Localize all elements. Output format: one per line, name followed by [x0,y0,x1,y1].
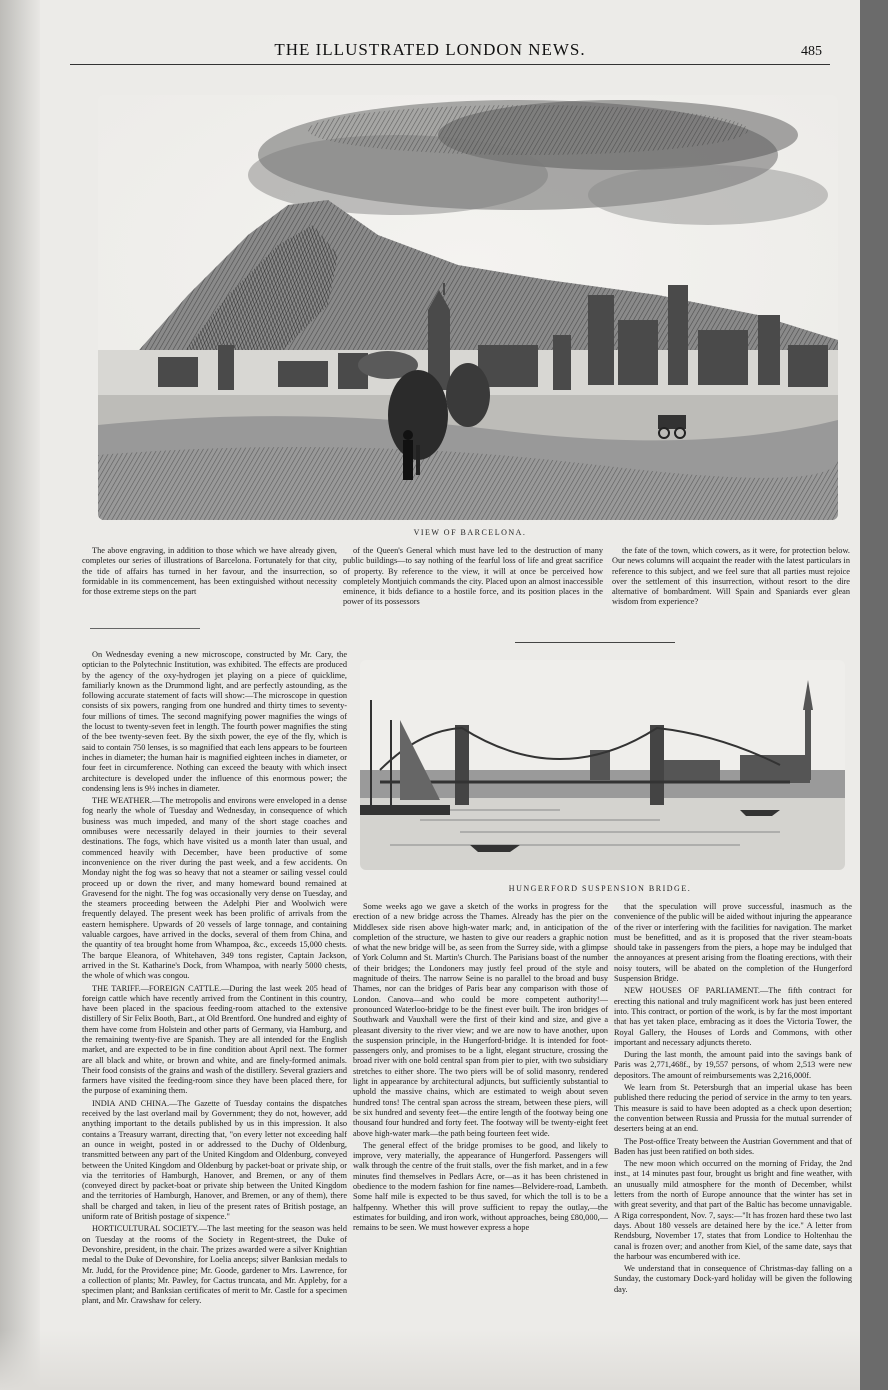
paragraph-st-petersburgh: We learn from St. Petersburgh that an imperial ukase has been published there reducing the period of service in the army to ten years. This measure is said to have been adopted as a check upon desertion; the convention between Russia and Prussia for the mutual surrender of deserters being at an end. [614,1083,852,1134]
hungerford-engraving [360,660,845,870]
masthead-title: THE ILLUSTRATED LONDON NEWS. [274,40,586,59]
column-divider [90,628,200,629]
paragraph-parliament: NEW HOUSES OF PARLIAMENT.—The fifth contract for erecting this national and truly magnificent work has just been entered into. This contract, or portion of the work, is by far the most important that has yet taken place, embracing as it does the Victoria Tower, the Royal Gallery, the Houses of Lords and Commons, with other important and necessary adjuncts thereto. [614,986,852,1047]
left-column [82,650,347,1320]
barcelona-engraving [98,95,838,520]
paragraph-tariff: THE TARIFF.—FOREIGN CATTLE.—During the last week 205 head of foreign cattle which have recently arrived from the Continent in this country, have been placed in the spacious feeding-room attached to the extensive distillery of Sir Felix Booth, Bart., at Old Brentford. One hundred and eighty of them have come from Holstein and other parts of Germany, via Hamburg, and the remaining twenty-five are Spanish. They are all intended for the English market, and are expected to be in fine condition about April next. The former are all black and white, or brown and white, and are finely-formed animals. Their food consists of the grains and wash of the distillery. Several graziers and farmers have visited the feeding-room since they have been placed there, for the purpose of examining them. [82,983,347,1096]
paragraph-post-office: The Post-office Treaty between the Austrian Government and that of Baden has just been ratified on both sides. [614,1136,852,1156]
barcelona-illustration [98,95,838,520]
paragraph-bridge: Some weeks ago we gave a sketch of the works in progress for the erection of a new bridge across the Thames. Already has the pier on the Middlesex side risen above high-water mark; and, in anticipation of the completion of the structure, we hasten to give our readers a graphic notion of what the new bridge will be, as seen from the Surrey side, with a glimpse of York Column and St. Martin's Church. The Parisians boast of the number of their bridges; the Londoners may justly feel proud of the style and magnitude of theirs. The narrow Seine is no parallel to the broad and busy Thames, nor can the bridges of Paris bear any comparison with those of London. Canova—and who could be more competent authority!—pronounced Waterloo-bridge to be the finest ever built. The iron bridges of Southwark and Vauxhall were the first of their kind and size, and give a pleasant diversity to the river view; and we are now to have another, upon the suspension principle, in the Hungerford-bridge. It is intended for foot-passengers only, and promises to be a light, elegant structure, crossing the broad river with one bold central span from pier to pier, with two subsidiary stretches to either shore. The two piers will be of solid masonry, rendered light in appearance by architectural adjuncts, but sufficiently substantial to uphold the massive chains, which are estimated to weigh about seven hundred tons! The central span across the stream, between these piers, will be six hundred and seventy feet—the entire length of the footway being one thousand four hundred and forty feet. The footway will be twenty-eight feet above high-water mark—the path being fourteen feet wide. [353,902,608,1138]
bottom-margin [0,1330,860,1390]
page-edge [0,0,40,1390]
paragraph-christmas: We understand that in consequence of Christmas-day falling on a Sunday, the customary Dock-yard holiday will be given the following day. [614,1264,852,1294]
paragraph-new-moon: The new moon which occurred on the morning of Friday, the 2nd inst., at 14 minutes past four, brought us bright and fine weather, with an unusually mild atmosphere for the month of December, whilst letters from the north of Europe announce that the winter has set in with great severity, and that part of the Baltic has become unnavigable. A Riga correspondent, Nov. 7, says:—"It has frozen hard these two last days. About 180 vessels are detained here by the ice." A letter from Rendsburg, November 17, states that from Londice to Holtenhau the canal is frozen over; and another from Kiel, of the same date, says that the harbour was encumbered with ice. [614,1159,852,1261]
barcelona-text-col1 [82,546,337,618]
middle-column [353,902,608,1322]
paragraph-bridge-effect: The general effect of the bridge promises to be good, and likely to improve, very materially, the appearance of Hungerford. Passengers will walk through the centre of the fruit stalls, over the fish market, and in a few minutes find themselves in Pedlars Acre, or—as it has been christened in obedience to the modern fashion for fine names—Belvidere-road, Lambeth. Some half mile is expected to be thus saved, for which the toll is to be a halfpenny. Whether this will prove sufficient to repay the outlay,—the estimates for building, and iron work, without approaches, being £80,000,—remains to be seen. We must however express a hope [353,1140,608,1233]
paragraph-savings-bank: During the last month, the amount paid into the savings bank of Paris was 2,771,468f., by 19,557 persons, of whom 2,513 were new depositors. The amount of reimbursements was 2,216,000f. [614,1050,852,1080]
right-column [614,902,852,1322]
paragraph: the fate of the town, which cowers, as it were, for protection below. Our news columns will acquaint the reader with the latest particulars in reference to this subject, and we feel sure that all parties must rejoice over the settlement of this insurrection, without resort to the dire alternative of bombardment. Will Spain and Spaniards ever glean wisdom from experience? [612,546,850,607]
barcelona-caption: VIEW OF BARCELONA. [413,528,527,537]
header-rule [70,64,830,65]
paragraph: The above engraving, in addition to those which we have already given, completes our series of illustrations of Barcelona. Fortunately for that city, the tide of affairs has turned in her favour, and the insurrection, so formidable in its commencement, has been extinguished without necessity for those extreme steps on the part [82,546,337,597]
section-divider [515,642,675,643]
barcelona-text-col3 [612,546,850,618]
paragraph-weather: THE WEATHER.—The metropolis and environs were enveloped in a dense fog nearly the whole of Tuesday and Wednesday, in consequence of which business was much impeded, and many of the short stage coaches and omnibuses were necessarily delayed in their journies to their several destinations. The fogs, which have visited us a month later than usual, and commenced heavily with December, have been productive of some inconvenience on the river during the past week, and a few accidents. On Monday night the fog was so heavy that not a steamer or sailing vessel could proceed up or down the river, and many homeward bound remained at Gravesend for the night. The fog was occasionally very dense on Tuesday, and the steamers proceeding between the Adelphi Pier and Woolwich were frequently delayed. The present week has been prolific of arrivals from the eastern hemisphere. Upwards of 20 vessels of large tonnage, and containing valuable cargoes, have arrived in the docks, several of them from China, and the quantity of tea brought home from Whampoa, &c., exceeds 15,000 chests. The barque Eleanora, of Whitehaven, 349 tons register, Captain Jackson, arrived in the St. Katharine's Dock, from Whampoa, with nearly 5000 chests, the whole of which was congou. [82,796,347,981]
paragraph-india-china: INDIA AND CHINA.—The Gazette of Tuesday contains the dispatches received by the last overland mail by Government; they do not, however, add anything important to the details published by us in this impression. It also contains a Treasury warrant, directing that, "on every letter not exceeding half an ounce in weight, posted in or addressed to the Duchy of Oldenburg, transmitted between any part of the United Kingdom and Oldenburg, conveyed between the United Kingdom and Oldenburg by packet-boat or private ship, or via the territories of Hamburgh, Hanover, and Bremen, or any of them (conveyed direct by packet-boat or private ship between the United Kingdom and the territories of Hamburgh, Hanover, and Bremen, or any of them), there shall be charged and taken, in lieu of the present rates of British postage, an uniform rate of British postage of sixpence." [82,1098,347,1222]
paragraph-microscope: On Wednesday evening a new microscope, constructed by Mr. Cary, the optician to the Polytechnic Institution, was exhibited. The effects are produced by the agency of the oxy-hydrogen jet playing on a piece of quicklime, familiarly known as the Drummond light, and are perfectly astounding, as the following accurate statement of facts will show:—The microscope in question consists of six powers, ranging from one hundred and thirty times to seventy-four millions of times. The second magnifying power magnifies the wings of the locust to twenty-seven feet in length. The fourth power magnifies the sting of the bee twenty-seven feet. By the sixth power, the eye of the fly, which is said to contain 750 lenses, is so magnified that each lens appears to be fourteen inches in diameter; the human hair is magnified eighteen inches in diameter, or four feet in circumference. Nothing can exceed the beauty with which insect architecture is developed under the influence of this enormous power; the condensing lens is 9½ inches in diameter. [82,650,347,793]
hungerford-illustration [360,660,845,870]
barcelona-text-col2 [343,546,603,626]
paragraph-speculation: that the speculation will prove successful, inasmuch as the convenience of the public will be aided without injuring the appearance of the river or interfering with the facilities for navigation. The market must be benefitted, and as it is proposed that the river steam-boats should take in passengers from the piers, a hope may be indulged that the annoyances at present arising from the floating erections, with their noisy touters, will be abated on the completion of the Hungerford Suspension Bridge. [614,902,852,984]
page-number: 485 [801,44,822,59]
paragraph-horticultural: HORTICULTURAL SOCIETY.—The last meeting for the season was held on Tuesday at the rooms of the Society in Regent-street, the Duke of Devonshire, president, in the chair. The prizes awarded were a silver Knightian medal to the Duke of Devonshire, for Loelia anceps; silver Banksian medals to Mr. Judd, for the Providence pine; Mr. Goode, gardener to Mrs. Lawrence, for a collection of plants; Mr. Pawley, for Cactus truncata, and Mr. Appleby, for a specimen plant; and Banksian certificates of merit to Mr. Castle for a specimen plant, and Mr. Crawshaw for celery. [82,1224,347,1306]
paragraph: of the Queen's General which must have led to the destruction of many public buildings—to say nothing of the fearful loss of life and great sacrifice of property. By reference to the view, it will at once be perceived how completely Montjuich commands the city. Placed upon an almost inaccessible eminence, it bids defiance to a hostile force, and its position places in the power of its possessors [343,546,603,607]
hungerford-caption: HUNGERFORD SUSPENSION BRIDGE. [508,884,692,893]
